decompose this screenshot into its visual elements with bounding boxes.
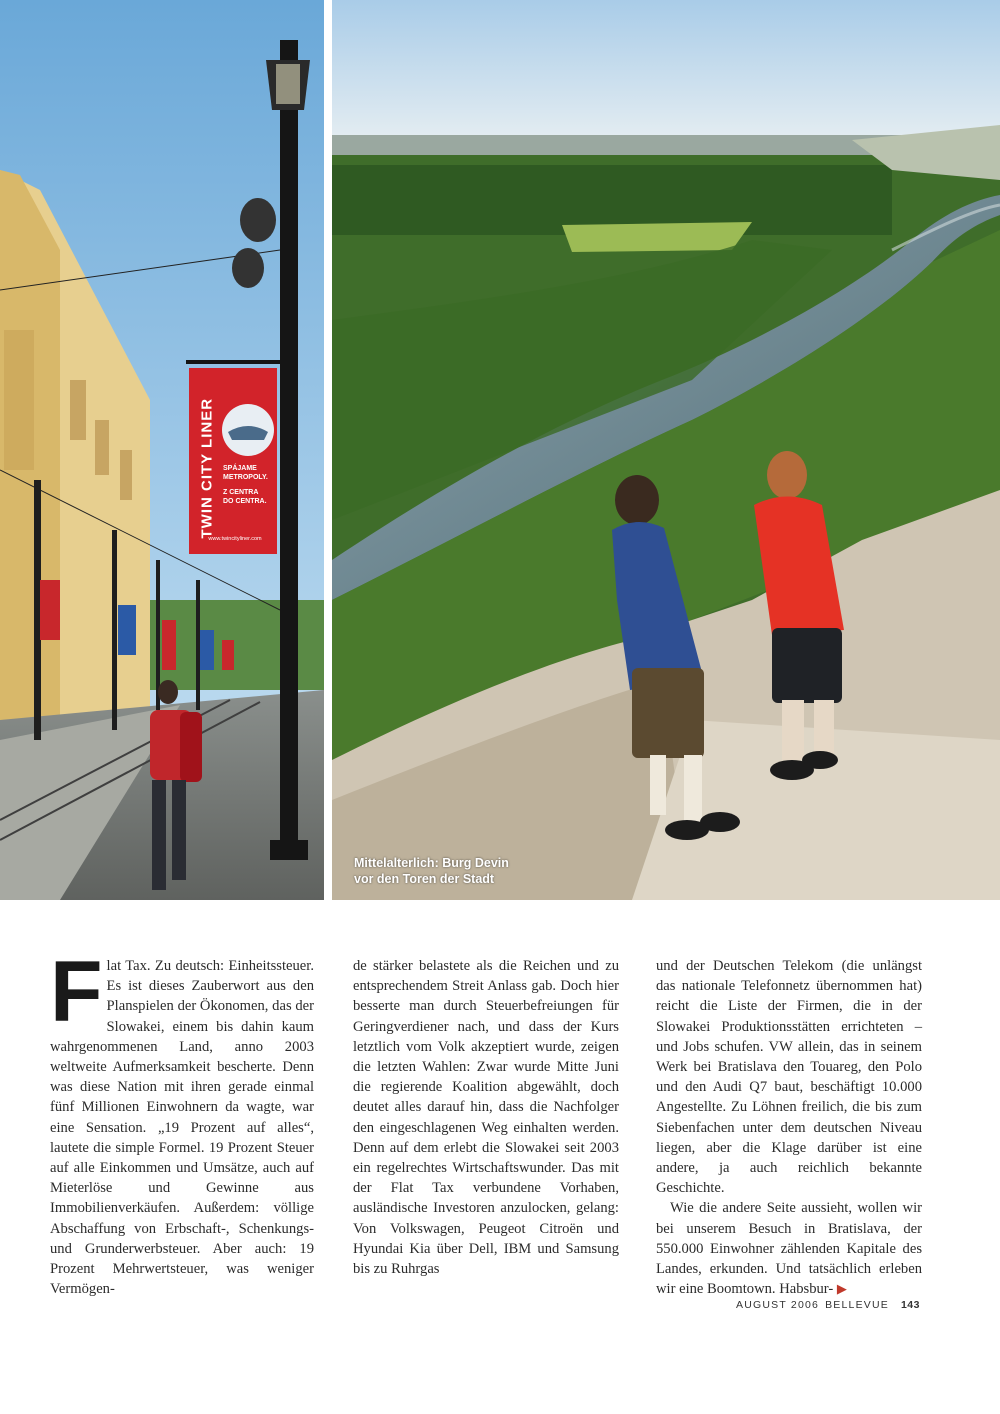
drop-cap: F [50, 944, 103, 1040]
column-3-text-2: Wie die andere Seite aussieht, wollen wir bei unserem Besuch in Bratislava, der 550.000 Einwohner zählenden Kapitale des Landes, erkunden. Und tatsächlich erleben wir eine Boomtown. Habsbur- [656, 1200, 922, 1298]
column-2-text: de stärker belastete als die Reichen und zu entsprechendem Streit Anlass gab. Doch hier besserte man durch Steuerbefreiungen für Geringverdiener nach, und dass der Kurs letztlich vom Volk akzeptiert wurde, zeigen die letzten Wahlen: Zwar wurde Mitte Juni die regierende Koalition abgewählt, doch deutet alles darauf hin, dass die Nachfolger den eingeschlagenen Weg einhalten werden. Denn auf dem erlebt die Slowakei seit 2003 ein regelrechtes Wirtschaftswunder. Das mit der Flat Tax verbundene Vorhaben, ausländische Investoren anzulocken, gelang: Von Volkswagen, Peugeot Citroën und Hyundai Kia über Dell, IBM und Samsung bis zu Ruhrgas [353, 958, 619, 1278]
castle-river-photo [332, 0, 1000, 900]
banner-slogan-4: DO CENTRA. [223, 498, 267, 505]
banner-slogan-1: SPÁJAME [223, 465, 257, 472]
article-column-1 [50, 944, 314, 1299]
street-photo [0, 0, 324, 900]
caption-line-1: Mittelalterlich: Burg Devin [354, 856, 509, 870]
page-footer [720, 1299, 920, 1311]
article-column-3 [656, 956, 922, 1299]
castle-river-illustration [332, 0, 1000, 900]
article-paragraph [50, 944, 314, 1299]
column-3-text-1: und der Deutschen Telekom (die unlängst das nationale Telefonnetz übernommen hat) reicht die Liste der Firmen, die in der Slowakei Produktionsstätten errichteten – und Jobs schufen. VW allein, das in seinem Werk bei Bratislava den Touareg, den Polo und den Audi Q7 baut, beschäftigt 10.000 Angestellte. Zu Löhnen freilich, die bis zum Siebenfachen unter dem deutschen Niveau liegen, aber die Klage darüber ist eine andere, ja auch reichlich bekannte Geschichte. [656, 958, 922, 1197]
magazine-name: BELLEVUE [825, 1299, 889, 1311]
continue-arrow-icon: ▶ [836, 1281, 847, 1297]
page-number: 143 [900, 1299, 920, 1311]
column-1-text: lat Tax. Zu deutsch: Einheitssteuer. Es ist dieses Zauberwort aus den Planspielen der Ökonomen, das der Slowakei, einem bis dahin kaum wahrgenommenen Land, anno 2003 weltweite Aufmerksamkeit bescherte. Denn was diese Nation mit ihren gerade einmal fünf Millionen Einwohnern da wagte, war eine Sensation. „19 Prozent auf alles“, lautete die simple Formel. 19 Prozent Steuer auf alle Einkommen und Umsätze, auch auf Mieterlöse und Gewinne aus Immobilienverkäufen. Außerdem: völlige Abschaffung von Erbschaft-, Schenkungs- und Grunderwerbsteuer. Aber auch: 19 Prozent Mehrwertsteuer, was weniger Vermögen- [50, 958, 314, 1298]
column-3-paragraph-2 [656, 1198, 922, 1299]
banner-slogan-3: Z CENTRA [223, 489, 259, 496]
article-column-2 [353, 956, 619, 1279]
banner-url: www.twincityliner.com [208, 536, 262, 542]
banner-slogan-2: METROPOLY. [223, 474, 268, 481]
banner-title: TWIN CITY LINER [198, 397, 216, 539]
issue-date: AUGUST 2006 [736, 1299, 820, 1311]
twin-city-liner-banner [189, 368, 277, 554]
photo-caption [354, 855, 509, 887]
caption-line-2: vor den Toren der Stadt [354, 872, 495, 886]
